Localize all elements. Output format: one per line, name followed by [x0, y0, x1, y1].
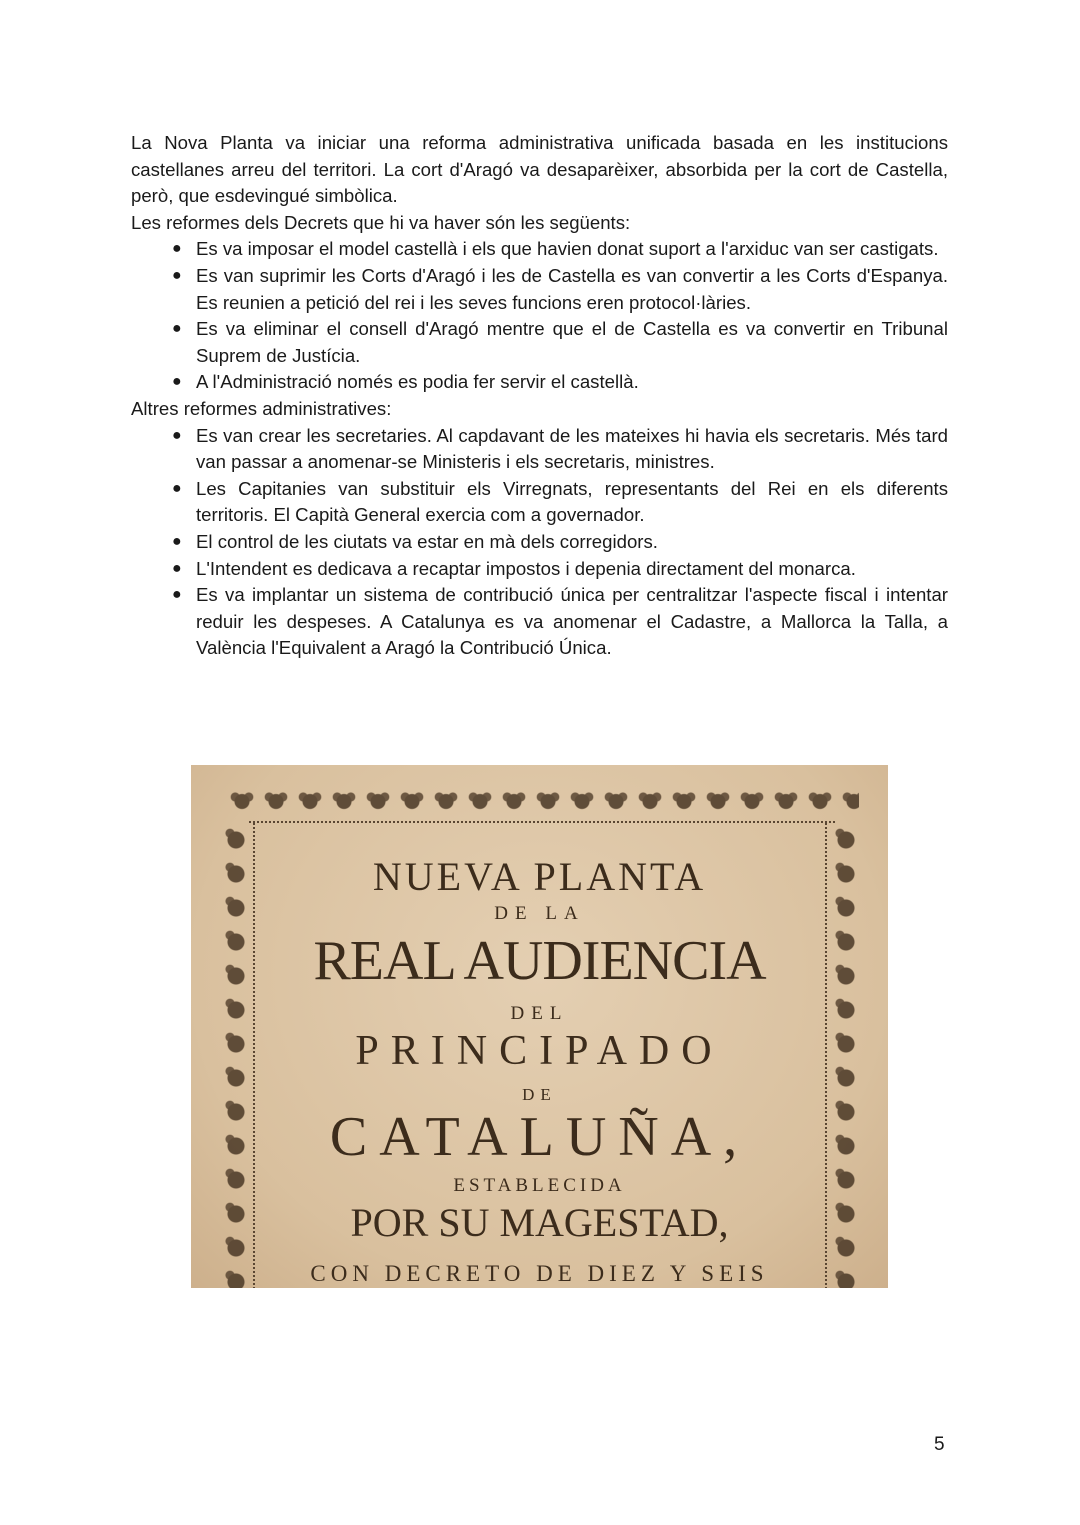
bullet-icon: ● — [172, 373, 182, 391]
document-body — [131, 130, 948, 662]
list-item: ● Les Capitanies van substituir els Virregnats, representants del Rei en els diferents territoris. El Capità General exercia com a governador. — [172, 477, 948, 526]
bullet-icon: ● — [172, 240, 182, 258]
list-item: ● Es va imposar el model castellà i els que havien donat suport a l'arxiduc van ser castigats. — [196, 236, 948, 263]
list-item: ● Es va eliminar el consell d'Aragó mentre que el de Castella es va convertir en Tribunal Suprem de Justícia. — [172, 318, 948, 366]
figure-line-real-audiencia: REAL AUDIENCIA — [313, 930, 766, 992]
figure-line-cataluna: CATALUÑA, — [329, 1106, 750, 1168]
bullet-icon: ● — [172, 586, 182, 604]
nueva-planta-title-page-image — [191, 765, 888, 1288]
bullet-icon: ● — [172, 479, 182, 497]
figure-line-del: DEL — [510, 1003, 569, 1024]
list-item: ● L'Intendent es dedicava a recaptar impostos i depenia directament del monarca. — [196, 556, 948, 583]
decrets-list — [131, 236, 948, 396]
figure-line-de: DE — [522, 1085, 557, 1104]
figure-line-establecida: ESTABLECIDA — [453, 1175, 626, 1196]
altres-list — [131, 423, 948, 662]
bullet-icon: ● — [172, 266, 182, 284]
decrets-heading: Les reformes dels Decrets que hi va haver són les següents: — [131, 211, 631, 233]
bullet-icon: ● — [172, 320, 182, 338]
bullet-icon: ● — [172, 426, 182, 444]
intro-paragraph: La Nova Planta va iniciar una reforma administrativa unificada basada en les institucions castellanes arreu del territori. La cort d'Aragó va desaparèixer, absorbida per la cort de Castella, però, que esdevingué simbòlica. — [131, 132, 948, 207]
figure-line-de-la: DE LA — [494, 903, 585, 924]
list-item: ● El control de les ciutats va estar en mà dels corregidors. — [196, 529, 948, 556]
list-item: ● Es van suprimir les Corts d'Aragó i les de Castella es van convertir a les Corts d'Espanya. Es reunien a petició del rei i les seves funcions eren protocol·làries. — [172, 264, 948, 313]
figure-line-con-decreto: CON DECRETO DE DIEZ Y SEIS — [310, 1261, 769, 1286]
figure-line-nueva-planta: NUEVA PLANTA — [372, 854, 707, 899]
figure-line-por-su-magestad: POR SU MAGESTAD, — [350, 1200, 729, 1245]
border-rule-top — [249, 821, 835, 827]
list-item: ● Es va implantar un sistema de contribució única per centralitzar l'aspecte fiscal i intentar reduir les despeses. A Catalunya es va anomenar el Cadastre, a Mallorca la Talla, a València l'Equivalent a Aragó la Contribució Única. — [172, 584, 948, 659]
figure-line-principado: PRINCIPADO — [355, 1028, 724, 1074]
list-item: ● Es van crear les secretaries. Al capdavant de les mateixes hi havia els secretaris. Més tard van passar a anomenar-se Ministeris i els secretaris, ministres. — [172, 424, 948, 473]
list-item: ● A l'Administració només es podia fer servir el castellà. — [196, 369, 948, 396]
page-number: 5 — [934, 1434, 945, 1455]
altres-heading: Altres reformes administratives: — [131, 397, 392, 419]
bullet-icon: ● — [172, 559, 182, 577]
bullet-icon: ● — [172, 532, 182, 550]
